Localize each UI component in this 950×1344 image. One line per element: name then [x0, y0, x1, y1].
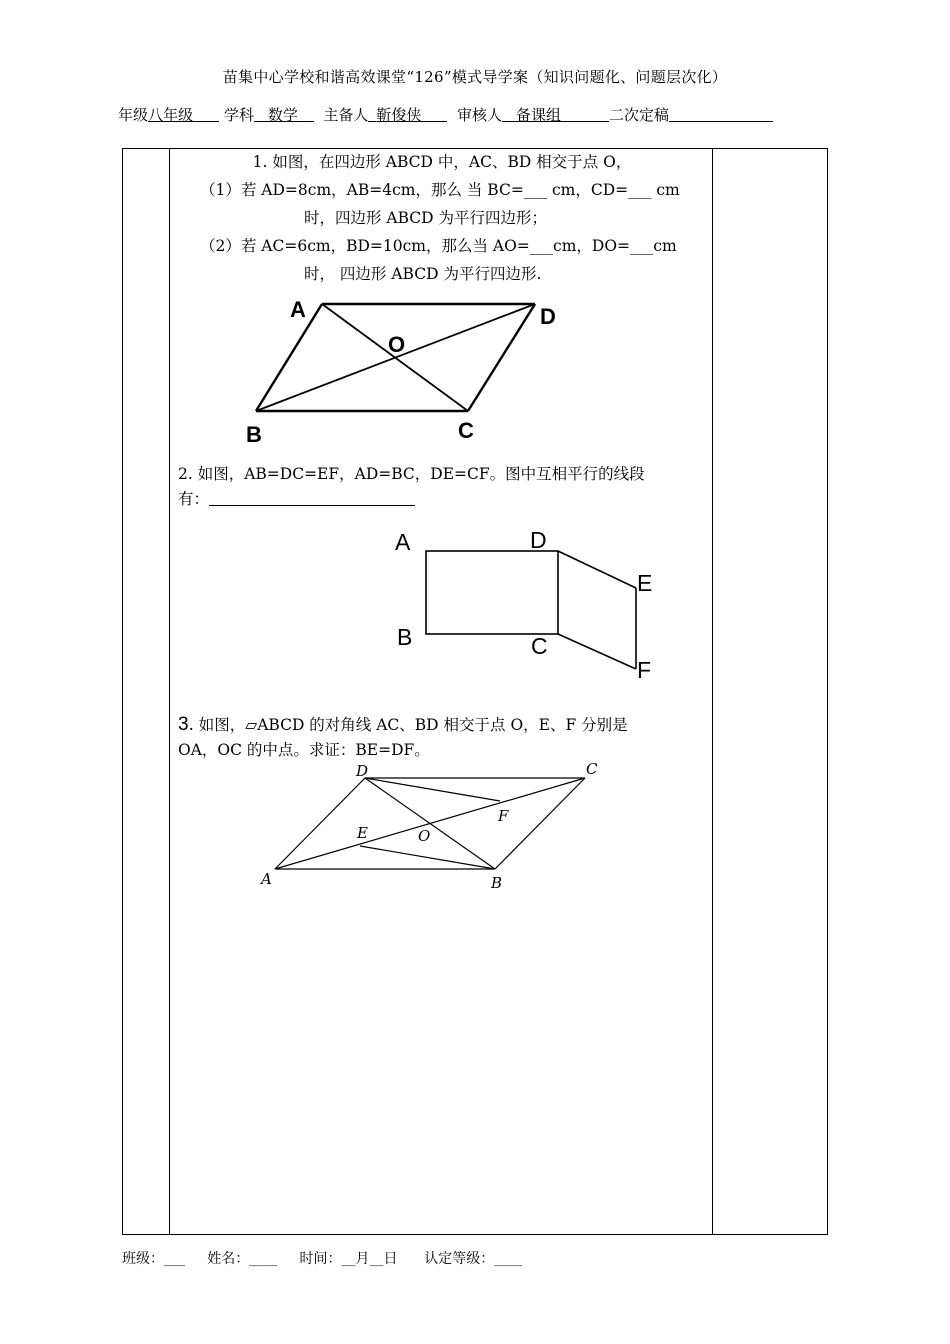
- q2-label-e: E: [637, 570, 653, 596]
- subject-blank-pre: [254, 107, 268, 122]
- q3-label-e: E: [357, 824, 368, 842]
- q2-label-a: A: [395, 529, 411, 555]
- q3-label-f: F: [498, 807, 509, 825]
- reviewer-blank: [561, 107, 609, 122]
- preparer-label: 主备人: [323, 106, 369, 124]
- q3-figure-parallelogram: [255, 756, 615, 896]
- q3-label-b: B: [491, 874, 503, 892]
- reviewer-value: 备课组: [515, 106, 561, 124]
- q2-label-c: C: [531, 633, 548, 659]
- q1-part2-line2: 时， 四边形 ABCD 为平行四边形.: [304, 265, 542, 283]
- reviewer-blank-pre: [502, 107, 516, 122]
- reviewer-label: 审核人: [456, 106, 502, 124]
- q2-edge-fc: [558, 634, 636, 669]
- q3-segment-df: [365, 778, 500, 801]
- q1-part1-line2: 时，四边形 ABCD 为平行四边形；: [304, 209, 548, 227]
- q1-edge-dc: [468, 304, 535, 411]
- table-divider-right: [712, 148, 713, 1235]
- grade-blank: [193, 107, 219, 122]
- meta-row: [118, 104, 773, 125]
- q1-figure-parallelogram: [240, 288, 570, 448]
- q1-label-a: A: [290, 297, 306, 322]
- q2-line2-prefix: 有：: [178, 490, 210, 508]
- q3-number: 3.: [178, 714, 194, 735]
- q1-label-o: O: [388, 332, 406, 357]
- q2-label-b: B: [397, 624, 413, 650]
- q1-stem: 1. 如图，在四边形 ABCD 中，AC、BD 相交于点 O，: [252, 153, 632, 171]
- subject-blank: [298, 107, 314, 122]
- subject-label: 学科: [223, 106, 254, 124]
- q3-line2: OA，OC 的中点。求证：BE=DF。: [178, 741, 430, 759]
- q2-figure: [385, 526, 675, 686]
- subject-value: 数学: [267, 106, 298, 124]
- grade-label: 年级: [118, 106, 149, 124]
- grade-value: 八年级: [148, 106, 194, 124]
- q3-label-c: C: [586, 760, 598, 778]
- q1-label-c: C: [458, 418, 474, 443]
- q3-diagonal-bd: [365, 778, 495, 869]
- q2-label-d: D: [530, 527, 547, 553]
- question-1: [178, 148, 706, 288]
- q3-segment-be: [360, 846, 495, 869]
- question-2: [178, 462, 706, 512]
- q1-part2-line1: （2）若 AC=6cm，BD=10cm，那么当 AO=___cm，DO=___cm: [200, 237, 677, 255]
- preparer-blank: [421, 107, 447, 122]
- q2-label-f: F: [637, 657, 652, 683]
- q3-label-o: O: [418, 827, 431, 845]
- q3-line1: 如图，▱ABCD 的对角线 AC、BD 相交于点 O，E、F 分别是: [193, 716, 628, 734]
- q2-line1: 2. 如图，AB=DC=EF，AD=BC，DE=CF。图中互相平行的线段: [178, 465, 645, 483]
- q3-label-a: A: [261, 870, 272, 888]
- preparer-value: 靳俊侠: [376, 106, 422, 124]
- draft-blank: [669, 107, 773, 122]
- q1-label-b: B: [246, 422, 262, 447]
- q2-answer-blank: [209, 491, 415, 506]
- draft-label: 二次定稿: [609, 106, 670, 124]
- q2-edge-de: [558, 551, 636, 588]
- q3-label-d: D: [356, 762, 369, 780]
- q1-part1-line1: （1）若 AD=8cm，AB=4cm，那么 当 BC=___ cm，CD=___ cm: [200, 181, 680, 199]
- q2-rect-abcd: [426, 551, 558, 634]
- page-title: 苗集中心学校和谐高效课堂“126”模式导学案（知识问题化、问题层次化）: [222, 68, 728, 86]
- footer-info: 班级：___ 姓名：____ 时间：__月__日 认定等级：____: [122, 1251, 523, 1267]
- q1-label-d: D: [540, 304, 556, 329]
- q1-edge-ba: [256, 304, 322, 411]
- table-divider-left: [169, 148, 170, 1235]
